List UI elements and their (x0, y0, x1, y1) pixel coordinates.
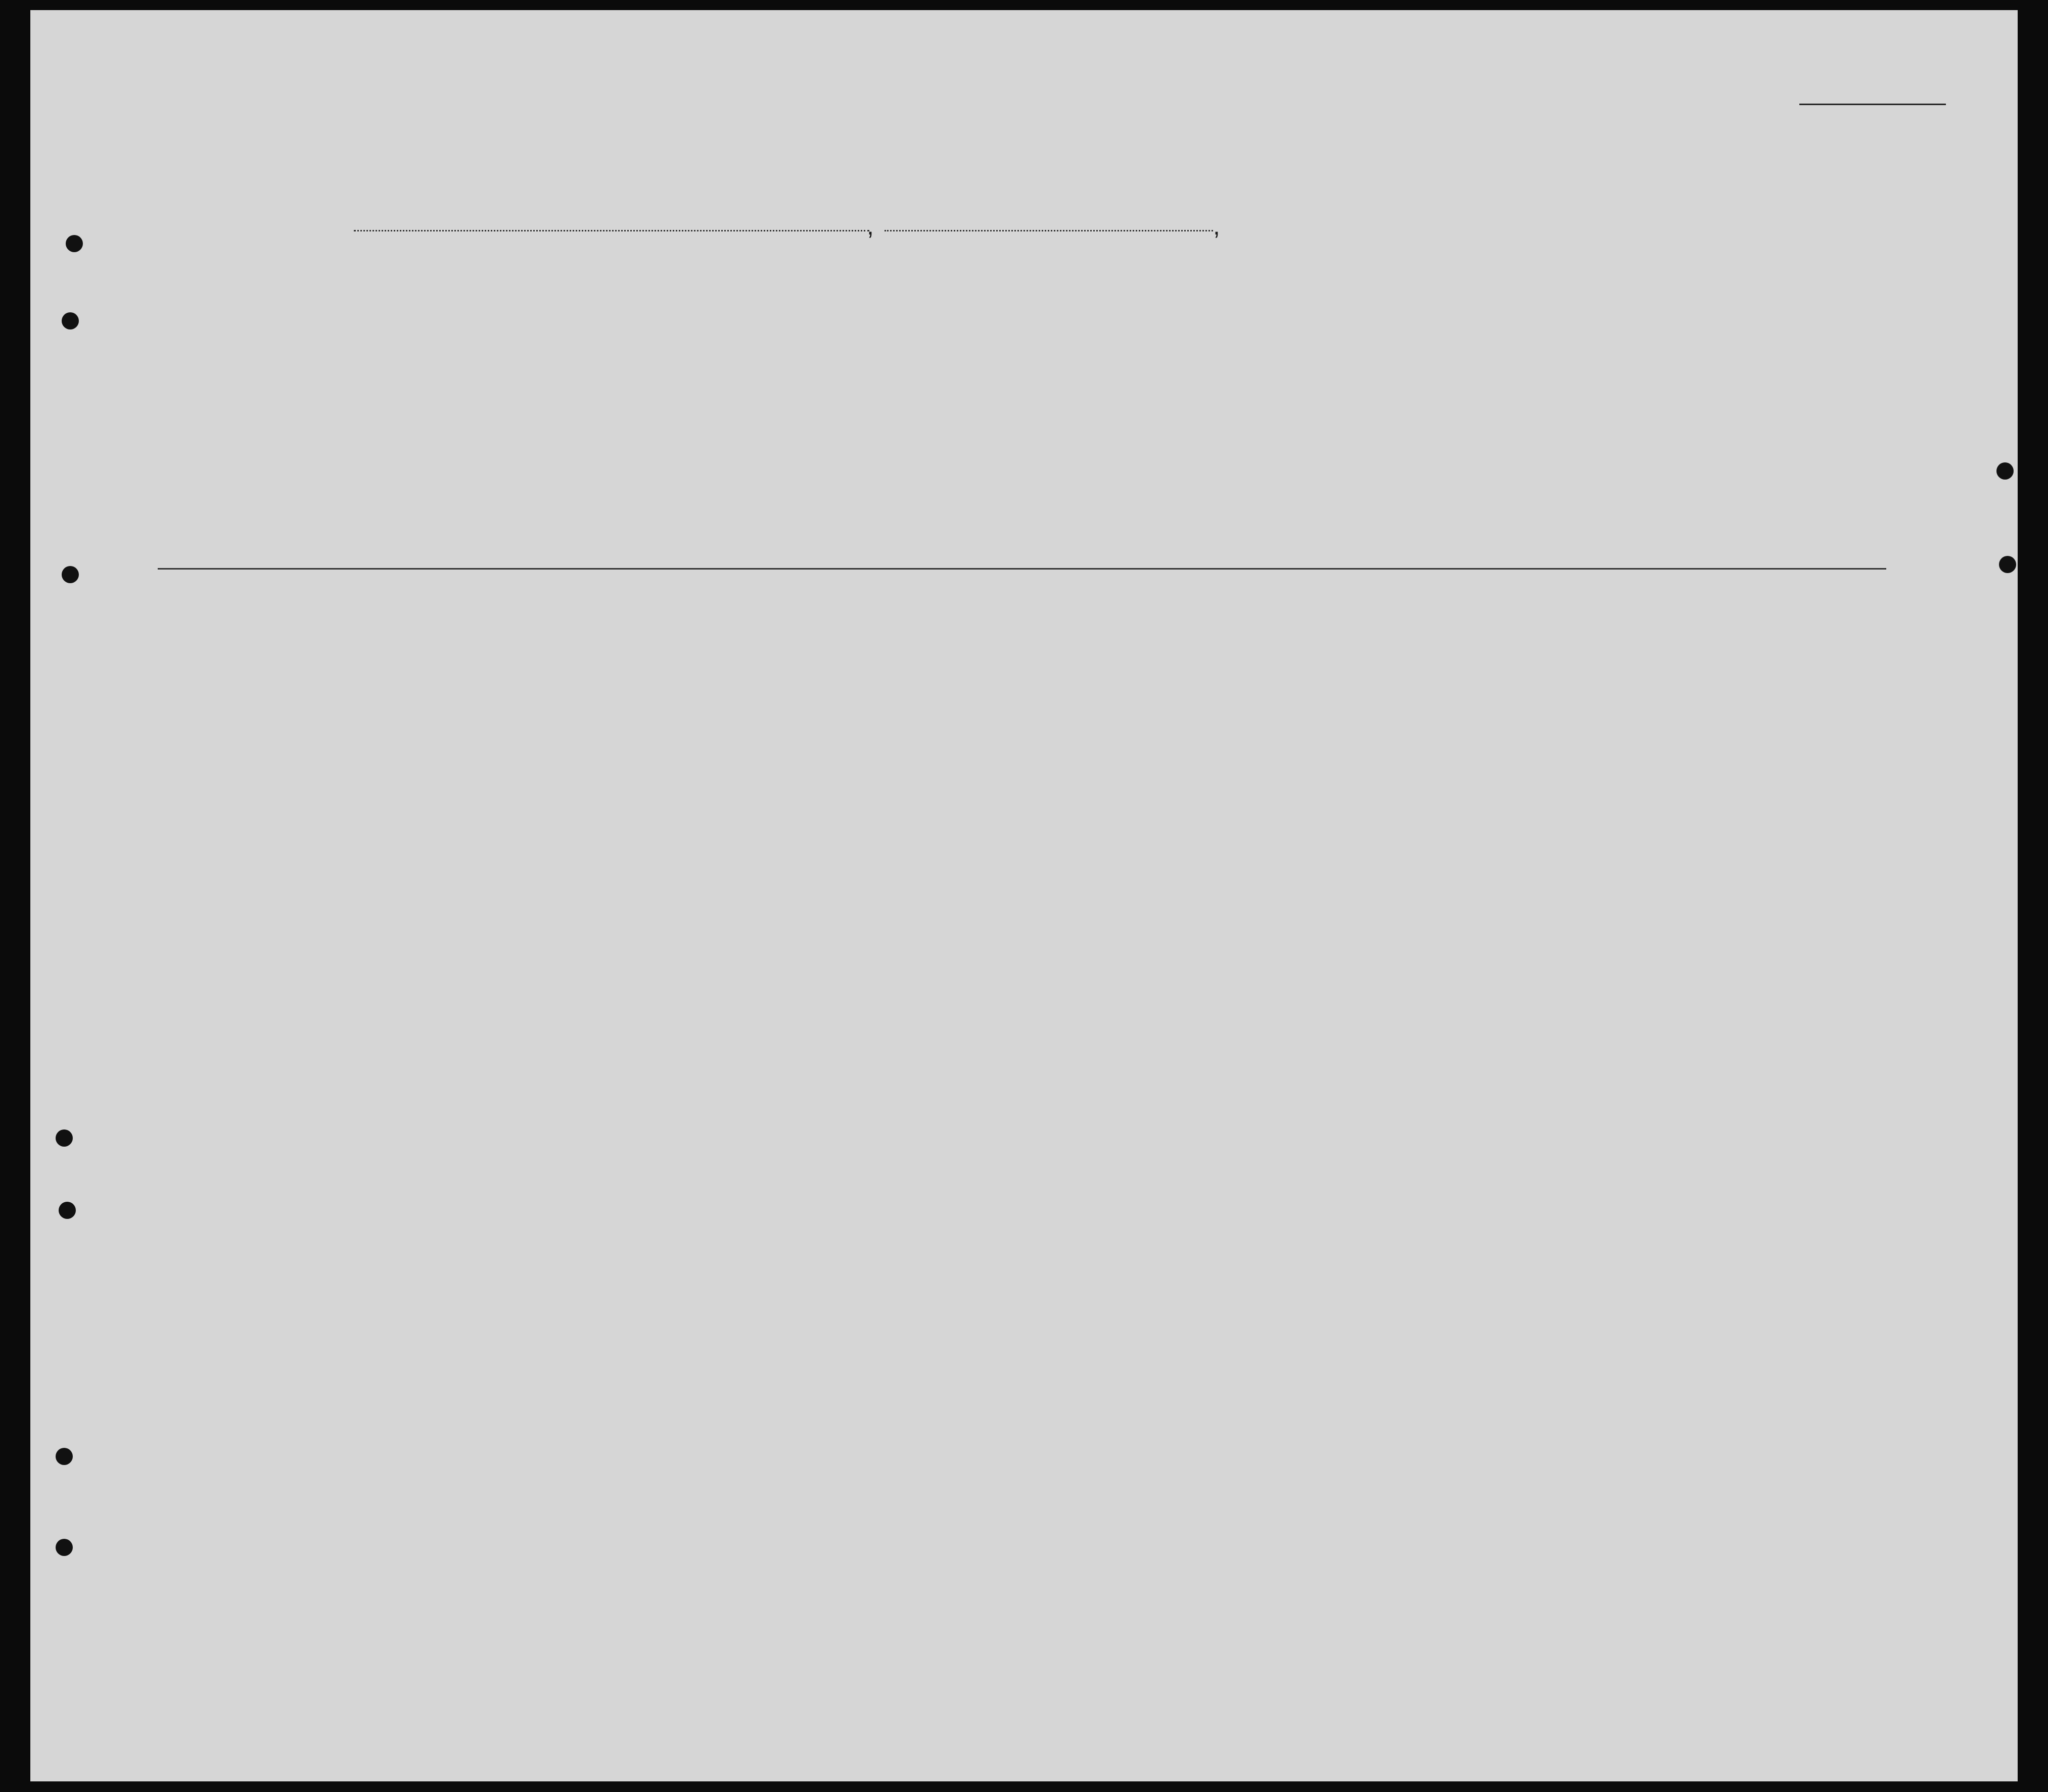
list-underline (1799, 104, 1946, 105)
row3-cancel-line (158, 568, 1886, 570)
date-rule (885, 230, 1213, 231)
binder-hole-icon (1999, 556, 2016, 573)
binder-hole-icon (62, 566, 79, 583)
binder-hole-icon (66, 235, 83, 252)
port-rule (354, 230, 869, 231)
binder-hole-icon (62, 312, 79, 329)
binder-hole-icon (59, 1202, 76, 1219)
binder-hole-icon (56, 1539, 73, 1556)
comma-1: , (867, 212, 874, 240)
form-instructions (73, 153, 1741, 169)
binder-hole-icon (56, 1448, 73, 1465)
comma-2: , (1213, 212, 1220, 240)
binder-hole-icon (56, 1129, 73, 1147)
binder-hole-icon (1996, 462, 2014, 480)
